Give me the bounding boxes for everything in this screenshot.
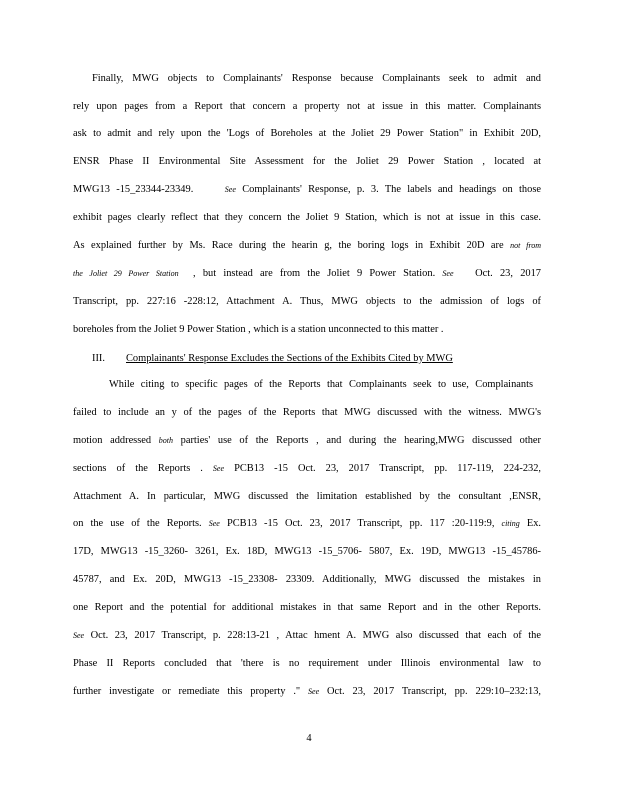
citing-signal: citing	[501, 519, 520, 528]
paragraph-2-line-6	[73, 517, 541, 531]
paragraph-2-line-8: 45787, and Ex. 20D, MWG13 -15_23308- 23309. Additionally, MWG discussed the mistakes in	[73, 574, 541, 585]
see-signal: See	[224, 185, 236, 194]
paragraph-1-line-6: exhibit pages clearly reflect that they concern the Joliet 9 Station, which is not at issue in this case.	[73, 212, 541, 223]
body-text: , but instead are from the Joliet 9 Power Station.	[193, 268, 436, 279]
paragraph-1-line-2: rely upon pages from a Report that concern a property not at issue in this matter. Complainants	[73, 101, 541, 112]
section-title: Complainants' Response Excludes the Sections of the Exhibits Cited by MWG	[126, 353, 453, 364]
paragraph-1-line-4: ENSR Phase II Environmental Site Assessment for the Joliet 29 Power Station , located at	[73, 156, 541, 167]
page-number: 4	[306, 733, 312, 744]
citation-text: Complainants' Response, p. 3. The labels and headings on those	[242, 184, 541, 195]
citation-text: Ex.	[526, 518, 541, 529]
paragraph-1-line-10: boreholes from the Joliet 9 Power Station , which is a station unconnected to this matter .	[73, 324, 444, 335]
see-signal: See	[308, 687, 320, 696]
paragraph-2-line-12	[73, 685, 541, 699]
paragraph-2-line-3	[73, 434, 541, 448]
paragraph-2-line-7: 17D, MWG13 -15_3260- 3261, Ex. 18D, MWG13 -15_5706- 5807, Ex. 19D, MWG13 -15_45786-	[73, 546, 541, 557]
section-heading	[92, 352, 453, 366]
paragraph-2-line-4	[73, 462, 541, 476]
see-signal: See	[212, 464, 225, 473]
paragraph-1-line-9: Transcript, pp. 227:16 -228:12, Attachment A. Thus, MWG objects to the admission of logs of	[73, 296, 541, 307]
paragraph-2-line-11: Phase II Reports concluded that 'there is no requirement under Illinois environmental law to	[73, 658, 541, 669]
see-signal: See	[73, 631, 85, 640]
paragraph-1-line-5	[73, 183, 541, 197]
emphasis-text: both	[158, 436, 173, 445]
see-signal: See	[208, 519, 220, 528]
section-number: III.	[92, 353, 105, 364]
citation-text: Oct. 23, 2017 Transcript, pp. 229:10–232:13,	[327, 686, 541, 697]
body-text: further investigate or remediate this property ."	[73, 686, 301, 697]
citation-text: MWG13 -15_23344-23349.	[73, 184, 194, 195]
paragraph-2-line-10	[73, 629, 541, 643]
paragraph-1-line-7	[73, 239, 541, 253]
emphasis-text: the Joliet 29 Power Station	[73, 269, 179, 278]
body-text: on the use of the Reports.	[73, 518, 202, 529]
paragraph-1-line-3: ask to admit and rely upon the 'Logs of Boreholes at the Joliet 29 Power Station" in Exhibit 20D,	[73, 128, 541, 139]
body-text: sections of the Reports .	[73, 463, 203, 474]
body-text: motion addressed	[73, 435, 152, 446]
citation-text: PCB13 -15 Oct. 23, 2017 Transcript, pp. 117-119, 224-232,	[234, 463, 542, 474]
body-text: As explained further by Ms. Race during the hearin g, the boring logs in Exhibit 20D are	[73, 240, 504, 251]
body-text: parties' use of the Reports , and during the hearing,MWG discussed other	[180, 435, 541, 446]
paragraph-1-line-8	[73, 267, 541, 281]
body-text: Oct. 23, 2017 Transcript, p. 228:13-21 , Attac hment A. MWG also discussed that each of the	[90, 630, 541, 641]
see-signal: See	[442, 269, 454, 278]
paragraph-2-line-2: failed to include an y of the pages of the Reports that MWG discussed with the witness. MWG's	[73, 407, 541, 418]
paragraph-2-line-5: Attachment A. In particular, MWG discussed the limitation established by the consultant ,ENSR,	[73, 491, 541, 502]
citation-text: Oct. 23, 2017	[475, 268, 541, 279]
paragraph-2-line-1: While citing to specific pages of the Reports that Complainants seek to use, Complainants	[109, 379, 533, 390]
paragraph-2-line-9: one Report and the potential for additional mistakes in that same Report and in the other Reports.	[73, 602, 541, 613]
paragraph-1-line-1: Finally, MWG objects to Complainants' Response because Complainants seek to admit and	[92, 73, 541, 84]
citation-text: PCB13 -15 Oct. 23, 2017 Transcript, pp. 117 :20-119:9,	[226, 518, 495, 529]
emphasis-text: not from	[510, 241, 541, 250]
